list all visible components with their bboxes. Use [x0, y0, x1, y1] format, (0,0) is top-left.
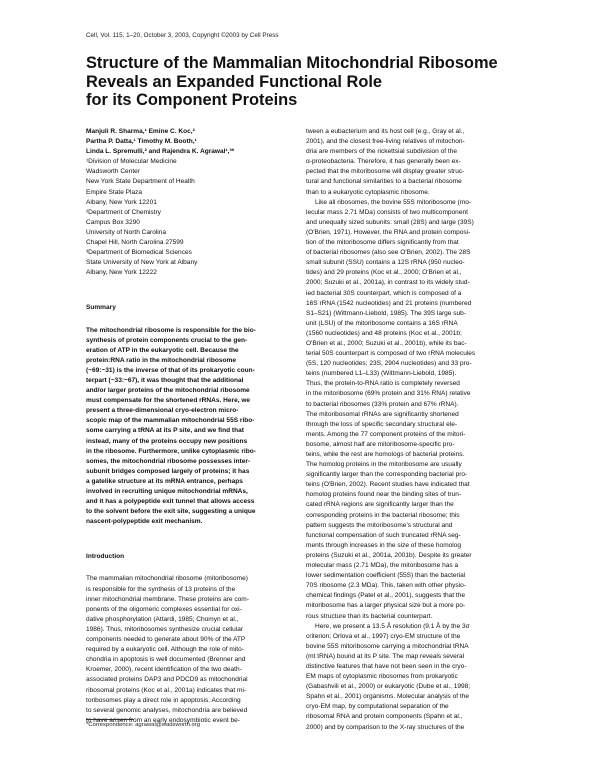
body-line: 70S ribosome (2.3 MDa). This, taken with other physio- [306, 582, 466, 590]
summary-line: involved in recruiting unique mitochondrial mRNAs, [86, 488, 248, 495]
summary-line: terpart (~33:~67), it was thought that the additional [86, 376, 244, 384]
intro-line: ribosomal proteins (Koc et al., 2001a) indicates that mi- [86, 686, 247, 694]
intro-line: to have arisen from an early endosymbiotic event be- [86, 716, 240, 724]
body-line: rous structure than its bacterial counterpart. [306, 612, 433, 620]
body-line: cryo-EM map, by computational separation of the [306, 703, 449, 711]
body-line: ribosomal RNA and protein components (Spahn et al., [306, 713, 463, 721]
body-line: chemical findings (Patel et al., 2001), suggests that the [306, 592, 466, 600]
title-line: for its Component Proteins [86, 91, 298, 110]
summary-line: somes, the mitochondrial ribosome possesses inter- [86, 457, 251, 465]
body-line: (mt tRNA) bound at its P site. The map reveals several [306, 652, 465, 660]
body-line: to bacterial ribosomes (33% protein and 67% rRNA). [306, 400, 459, 408]
body-line: pattern suggests the mitoribosome's structural and [306, 521, 453, 529]
body-line: homolog proteins found near the binding sites of trun- [306, 491, 462, 499]
author-list [86, 127, 293, 157]
body-line: teins (O'Brien, 2002). Recent studies have indicated that [306, 481, 470, 489]
body-line: mitoribosome has a larger physical size but a more po- [306, 602, 466, 610]
affiliation-list [86, 157, 293, 278]
affiliation-line: University of North Carolina [86, 228, 167, 236]
body-line: 2000; Suzuki et al., 2001a), in contrast to its widely stud- [306, 279, 470, 287]
body-line: bovine 55S mitoribosome carrying a mitochondrial tRNA [306, 642, 469, 650]
body-line: cated rRNA regions are significantly larger than the [306, 501, 454, 509]
affiliation-line: New York State Department of Health [86, 178, 195, 186]
affiliation-line: Albany, New York 12222 [86, 269, 157, 277]
body-line: criterion; Orlova et al., 1997) cryo-EM structure of the [306, 632, 461, 640]
body-line: terial 50S counterpart is composed of two rRNA molecules [306, 350, 476, 358]
body-line: The mitoribosomal rRNAs are significantly shortened [306, 410, 459, 418]
affiliation-line: ¹Division of Molecular Medicine [86, 158, 177, 166]
body-line: Thus, the protein-to-RNA ratio is completely reversed [306, 380, 460, 388]
body-line: ments. Among the 77 component proteins of the mitori- [306, 430, 466, 438]
affiliation-line: State University of New York at Albany [86, 259, 198, 267]
intro-line: components needed to generate about 90% of the ATP [86, 636, 246, 644]
summary-line: present a three-dimensional cryo-electron micro- [86, 407, 239, 415]
body-line: 2000) and by comparison to the X-ray structures of the [306, 723, 465, 731]
journal-citation: Cell, Vol. 115, 1–20, October 3, 2003, Copyright ©2003 by Cell Press [86, 32, 279, 39]
body-line: Here, we present a 13.5 Å resolution (9.1 Å by the 3σ [315, 622, 470, 630]
body-line: teins, while the rest are homologs of bacterial proteins. [306, 451, 465, 458]
right-column [306, 127, 517, 733]
intro-line: Kroemer, 2000), recent identification of the two death- [86, 666, 242, 674]
affiliation-line: Wadsworth Center [86, 168, 140, 176]
body-line: teins (numbered L1–L33) (Wittmann-Liebold, 1985). [306, 370, 457, 378]
affiliation-line: Campus Box 3290 [86, 218, 140, 226]
title-line: Structure of the Mammalian Mitochondrial Ribosome [86, 54, 498, 72]
body-line: distinctive features that have not been seen in the cryo- [306, 662, 467, 670]
summary-line: scopic map of the mammalian mitochondrial 55S ribo- [86, 417, 255, 425]
body-line: dria are members of the rickettsial subdivision of the [306, 148, 458, 156]
body-line: O'Brien et al., 2000; Suzuki et al., 2001b), while its bac- [306, 339, 467, 347]
body-line: through the loss of specific secondary structural ele- [306, 420, 458, 428]
summary-line: a gatelike structure at its mRNA entrance, perhaps [86, 477, 243, 485]
intro-line: is responsible for the synthesis of 13 proteins of the [86, 585, 236, 593]
body-line: in the mitoribosome (69% protein and 31% RNA) relative [306, 390, 471, 398]
introduction-heading: Introduction [86, 553, 125, 561]
body-line: and unequally sized subunits: small (28S) and large (39S) [306, 218, 474, 226]
author-line: Linda L. Spremulli,² and Rajendra K. Agrawal¹,³* [86, 148, 235, 156]
body-line: EM maps of cytoplasmic ribosomes from prokaryotic [306, 673, 458, 681]
author-line: Manjuli R. Sharma,¹ Emine C. Koc,² [86, 128, 195, 135]
summary-line: in the ribosome. Furthermore, unlike cytoplasmic ribo- [86, 447, 256, 455]
body-line: unit (LSU) of the mitoribosome contains a 16S rRNA [306, 319, 458, 327]
body-line: (5S, 120 nucleotides; 23S, 2904 nucleotides) and 33 pro- [306, 360, 472, 368]
summary-line: (~69:~31) is the inverse of that of its prokaryotic coun- [86, 366, 255, 374]
body-line: (O'Brien, 1971). However, the RNA and protein composi- [306, 228, 471, 236]
affiliation-line: ³Department of Biomedical Sciences [86, 249, 192, 257]
left-column [86, 127, 293, 726]
body-line: small subunit (SSU) contains a 12S rRNA (950 nucleo- [306, 259, 465, 267]
intro-line: The mammalian mitochondrial ribosome (mitoribosome) [86, 575, 248, 583]
affiliation-line: Chapel Hill, North Carolina 27599 [86, 239, 184, 247]
body-line: pected that the mitoribosome will display greater struc- [306, 168, 465, 176]
body-line: ments through increases in the size of these homolog [306, 541, 462, 549]
summary-line: protein:RNA ratio in the mitochondrial ribosome [86, 356, 236, 364]
body-line: lecular mass 2.71 MDa) consists of two multicomponent [306, 208, 468, 216]
body-line: (1560 nucleotides) and 48 proteins (Koc et al., 2001b; [306, 329, 462, 337]
body-line: The homolog proteins in the mitoribosome are usually [306, 461, 462, 469]
introduction-text [86, 574, 293, 725]
summary-line: to the solvent before the exit site, suggesting a unique [86, 508, 256, 516]
summary-line: and/or larger proteins of the mitochondrial ribosome [86, 387, 250, 395]
body-line: molecular mass (2.71 MDa), the mitoribosome has a [306, 562, 459, 570]
summary-line: nascent-polypeptide exit mechanism. [86, 518, 203, 526]
body-line: functional compensation of such truncated rRNA seg- [306, 531, 461, 539]
summary-line: instead, many of the proteins occupy new positions [86, 437, 248, 445]
body-line: 16S rRNA (1542 nucleotides) and 21 proteins (numbered [306, 299, 472, 307]
intro-line: ponents of the oligomeric complexes essential for oxi- [86, 605, 242, 613]
summary-line: some carrying a tRNA at its P site, and we find that [86, 427, 244, 435]
summary-line: synthesis of protein components crucial to the gen- [86, 336, 248, 344]
summary-text [86, 326, 293, 528]
body-line: Spahn et al., 2001) organisms. Molecular analysis of the [306, 693, 470, 701]
body-line: 2001), and the closest free-living relatives of mitochon- [306, 138, 465, 146]
summary-heading: Summary [86, 304, 116, 312]
correspondence-footnote: *Correspondence: agrawal@wadsworth.org [86, 722, 201, 728]
body-line: than to a eukaryotic cytoplasmic ribosome. [306, 188, 430, 196]
body-line: ied bacterial 30S counterpart, which is composed of a [306, 289, 462, 297]
affiliation-line: Albany, New York 12201 [86, 198, 157, 206]
summary-line: The mitochondrial ribosome is responsible for the bio- [86, 326, 256, 334]
intro-line: toribosomes play a direct role in apoptosis. According [86, 696, 241, 704]
body-line: (Gabashvili et al., 2000) or eukaryotic (Dube et al., 1998; [306, 683, 471, 691]
paper-title [86, 54, 498, 110]
summary-line: eration of ATP in the eukaryotic cell. Because the [86, 346, 239, 354]
intro-line: required by a eukaryotic cell. Although the role of mito- [86, 646, 244, 654]
body-line: tween a eubacterium and its host cell (e.g., Gray et al., [306, 128, 465, 135]
body-line: Like all ribosomes, the bovine 55S mitoribosome (mo- [315, 198, 472, 206]
affiliation-line: ²Department of Chemistry [86, 208, 161, 216]
intro-line: inner mitochondrial membrane. These proteins are com- [86, 595, 249, 603]
spacer [86, 314, 293, 326]
body-line: tural and functional similarities to a bacterial ribosome [306, 178, 462, 186]
intro-line: dative phosphorylation (Attardi, 1985; Chomyn et al., [86, 615, 239, 623]
body-line: tides) and 29 proteins (Koc et al., 2000; O'Brien et al., [306, 269, 462, 277]
body-line: S1–S21) (Wittmann-Liebold, 1985). The 39S large sub- [306, 309, 467, 317]
intro-line: 1986). Thus, mitoribosomes synthesize crucial cellular [86, 625, 244, 633]
body-line: corresponding proteins in the bacterial ribosome; this [306, 511, 460, 519]
body-line: significantly larger than the corresponding bacterial pro- [306, 471, 468, 479]
body-line: proteins (Suzuki et al., 2001a, 2001b). Despite its greater [306, 551, 472, 559]
body-line: tion of the mitoribosome differs significantly from that [306, 239, 459, 247]
spacer [86, 278, 293, 303]
author-line: Partha P. Datta,¹ Timothy M. Booth,¹ [86, 138, 197, 146]
spacer [86, 562, 293, 574]
intro-line: to several genomic analyses, mitochondria are believed [86, 706, 248, 714]
intro-line: chondria in apoptosis is well documented (Brenner and [86, 656, 246, 664]
affiliation-line: Empire State Plaza [86, 188, 143, 196]
summary-line: must compensate for the shortened rRNAs. Here, we [86, 397, 251, 405]
summary-line: and it has a polypeptide exit tunnel that allows access [86, 498, 255, 506]
title-line: Reveals an Expanded Functional Role [86, 72, 383, 91]
summary-line: subunit bridges composed largely of proteins; it has [86, 467, 250, 475]
body-line: bosome, almost half are mitoribosome-specific pro- [306, 440, 455, 448]
body-line: lower sedimentation coefficient (55S) than the bacterial [306, 572, 466, 580]
spacer [86, 527, 293, 552]
body-line: α-proteobacteria. Therefore, it has generally been ex- [306, 158, 461, 166]
body-line: of bacterial ribosomes (also see O'Brien, 2002). The 28S [306, 249, 471, 257]
intro-line: associated proteins DAP3 and PDCD9 as mitochondrial [86, 676, 248, 684]
footnote-divider [86, 719, 134, 720]
